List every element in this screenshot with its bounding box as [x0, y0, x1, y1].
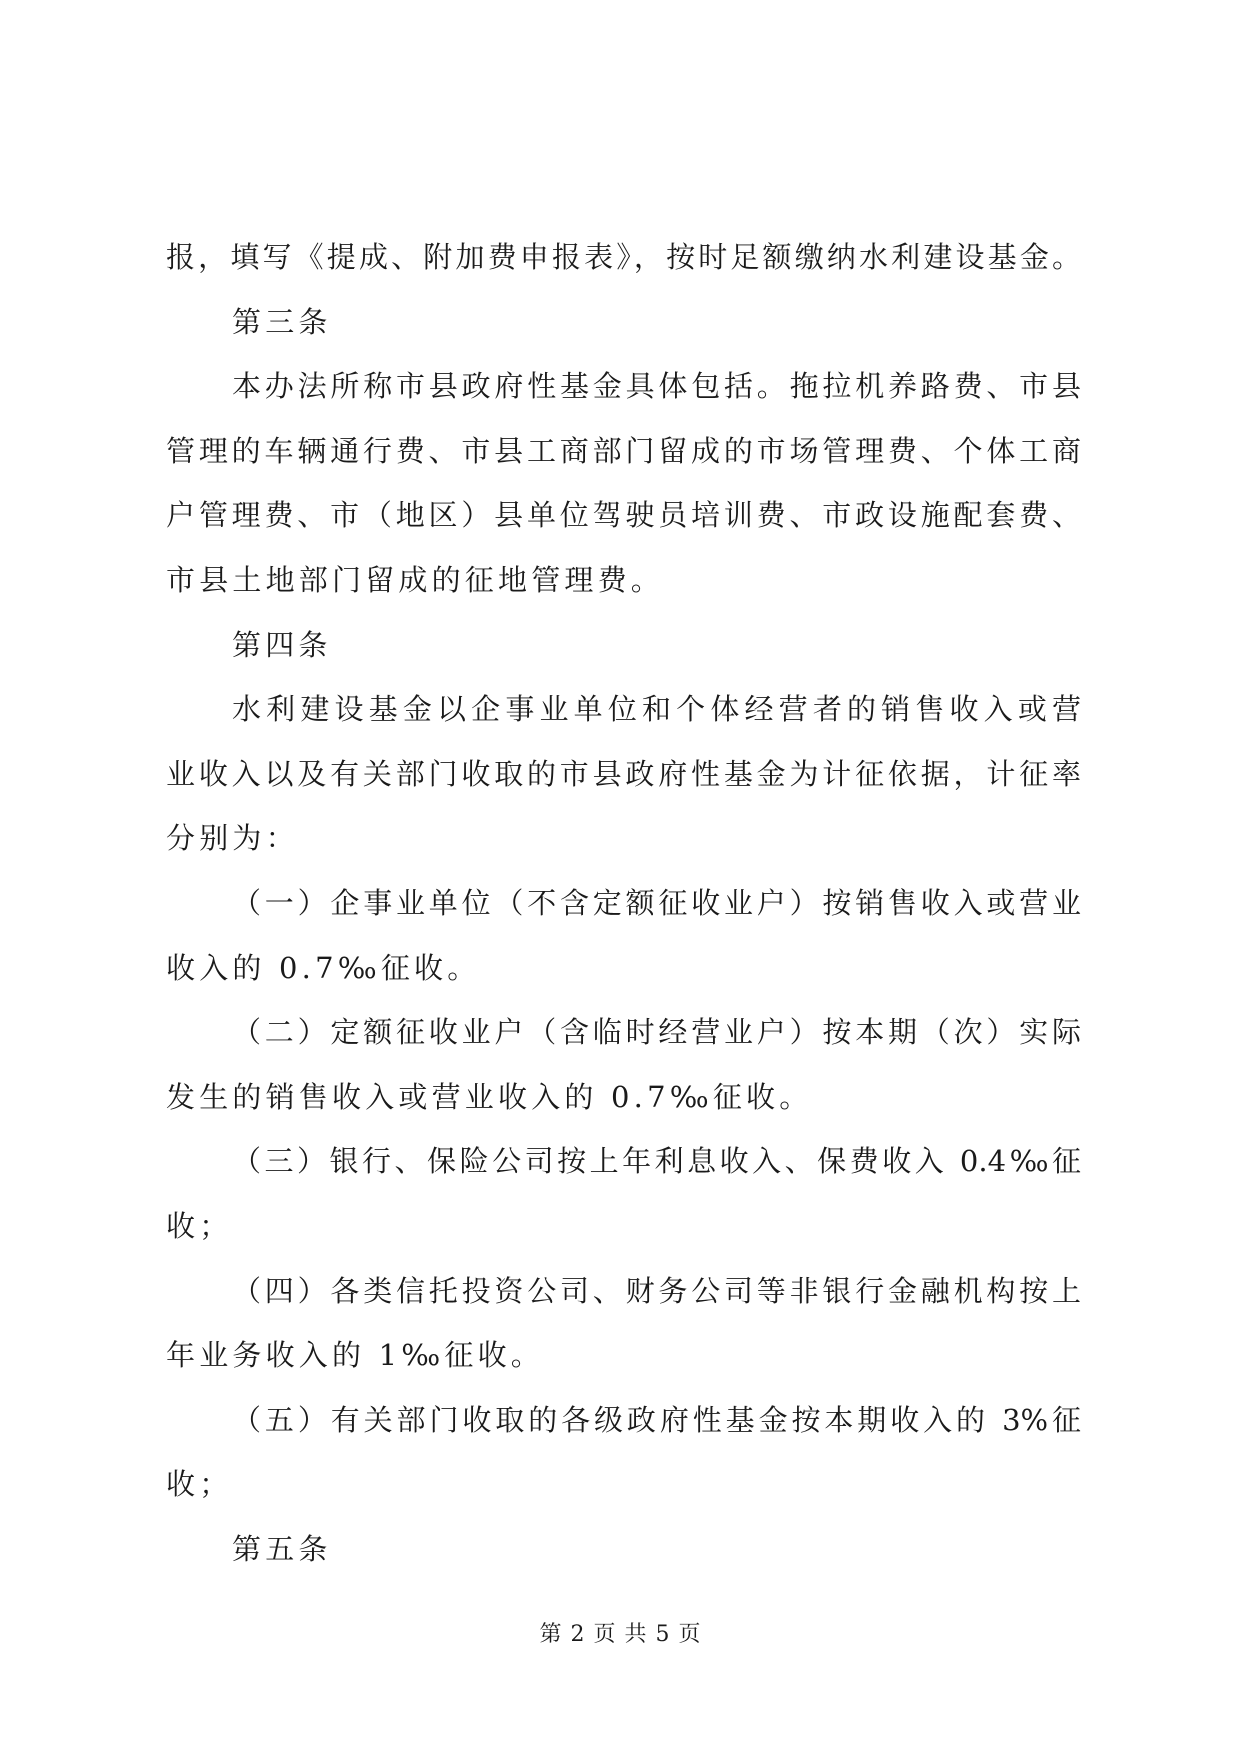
text-line: 收入的 0.7‰征收。 [166, 950, 481, 985]
text-line: 市县土地部门留成的征地管理费。 [166, 562, 665, 597]
text-line: 年业务收入的 1‰征收。 [166, 1338, 544, 1373]
text-line: 报，填写《提成、附加费申报表》，按时足额缴纳水利建设基金。 [166, 240, 1081, 274]
text-line: 第三条 [232, 304, 332, 339]
text-line: 第五条 [232, 1531, 332, 1566]
text-line: 发生的销售收入或营业收入的 0.7‰征收。 [166, 1079, 813, 1114]
text-line: 分别为： [166, 821, 299, 856]
text-line: 收； [166, 1208, 233, 1243]
text-line: （二）定额征收业户（含临时经营业户）按本期（次）实际 [232, 1015, 1081, 1050]
text-line: （五）有关部门收取的各级政府性基金按本期收入的 3%征 [232, 1402, 1081, 1437]
text-line: 水利建设基金以企事业单位和个体经营者的销售收入或营 [232, 692, 1081, 727]
text-line: 第四条 [232, 627, 332, 662]
text-line: 业收入以及有关部门收取的市县政府性基金为计征依据，计征率 [166, 756, 1081, 791]
text-line: 本办法所称市县政府性基金具体包括。拖拉机养路费、市县 [232, 369, 1081, 404]
document-body [166, 225, 1081, 1581]
text-line: （一）企事业单位（不含定额征收业户）按销售收入或营业 [232, 885, 1081, 920]
text-line: 管理的车辆通行费、市县工商部门留成的市场管理费、个体工商 [166, 433, 1081, 468]
page-footer: 第 2 页 共 5 页 [539, 1622, 702, 1647]
text-line: 户管理费、市（地区）县单位驾驶员培训费、市政设施配套费、 [166, 498, 1081, 533]
text-line: （三）银行、保险公司按上年利息收入、保费收入 0.4‰征 [232, 1144, 1081, 1179]
text-line: 收； [166, 1467, 233, 1502]
text-line: （四）各类信托投资公司、财务公司等非银行金融机构按上 [232, 1273, 1081, 1308]
